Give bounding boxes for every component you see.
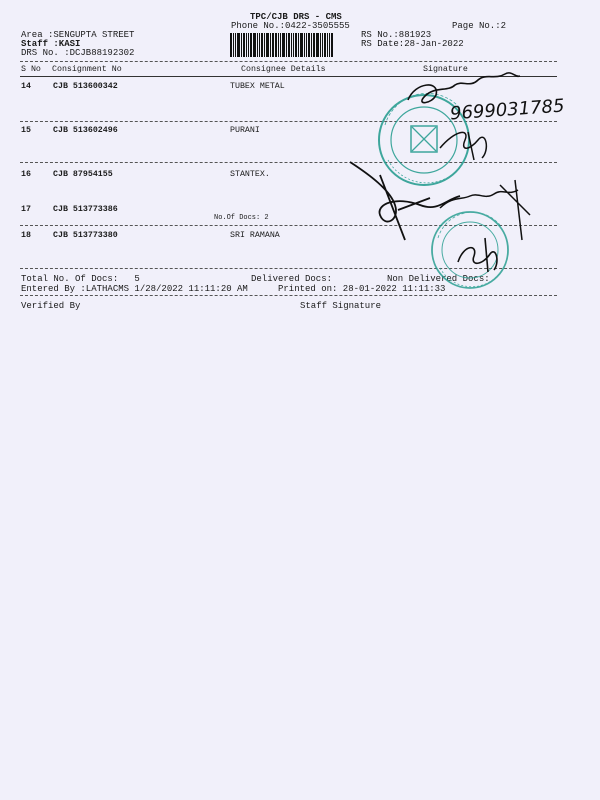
row-18-consignment: CJB 513773380 <box>53 231 118 240</box>
signature-row-16 <box>350 162 460 240</box>
signature-row-14 <box>408 73 520 103</box>
page-number: Page No.:2 <box>452 21 507 31</box>
row-15-consignee: PURANI <box>230 126 260 135</box>
row-14-consignment: CJB 513600342 <box>53 82 118 91</box>
row-16-consignment: CJB 87954155 <box>53 170 113 179</box>
signature-row-15 <box>440 132 486 160</box>
staff-label: Staff :KASI <box>21 39 81 49</box>
col-sno: S No <box>21 65 41 74</box>
row-14-consignee: TUBEX METAL <box>230 82 285 91</box>
row-16-consignee: STANTEX. <box>230 170 270 179</box>
row-17-consignment: CJB 513773386 <box>53 205 118 214</box>
entered-by: Entered By :LATHACMS 1/28/2022 11:11:20 AM <box>21 284 248 294</box>
col-consignment: Consignment No <box>52 65 122 74</box>
col-consignee: Consignee Details <box>241 65 326 74</box>
staff-signature-label: Staff Signature <box>300 301 382 311</box>
row-14-sno: 14 <box>21 82 31 91</box>
company-stamp-lower <box>432 212 508 288</box>
drs-number: DRS No. :DCJB88192302 <box>21 48 135 58</box>
row-15-sno: 15 <box>21 126 31 135</box>
col-signature: Signature <box>423 65 468 74</box>
row-16-sno: 16 <box>21 170 31 179</box>
rs-date: RS Date:28-Jan-2022 <box>361 39 464 49</box>
row-15-consignment: CJB 513602496 <box>53 126 118 135</box>
row-18-consignee: SRI RAMANA <box>230 231 280 240</box>
row-17-docs-note: No.Of Docs: 2 <box>214 214 269 222</box>
handwritten-phone: 9699031785 <box>449 95 566 125</box>
rs-number: RS No.:881923 <box>361 30 432 40</box>
document-title: TPC/CJB DRS - CMS <box>250 12 342 22</box>
signature-row-17 <box>440 180 530 240</box>
signature-row-18 <box>458 238 497 272</box>
phone-number: Phone No.:0422-3505555 <box>231 21 350 31</box>
area-label: Area :SENGUPTA STREET <box>21 30 135 40</box>
total-docs: Total No. Of Docs: 5 <box>21 274 140 284</box>
delivered-docs: Delivered Docs: <box>251 274 333 284</box>
row-18-sno: 18 <box>21 231 31 240</box>
row-17-sno: 17 <box>21 205 31 214</box>
printed-on: Printed on: 28-01-2022 11:11:33 <box>278 284 446 294</box>
verified-by: Verified By <box>21 301 81 311</box>
non-delivered-docs: Non Delivered Docs: <box>387 274 490 284</box>
